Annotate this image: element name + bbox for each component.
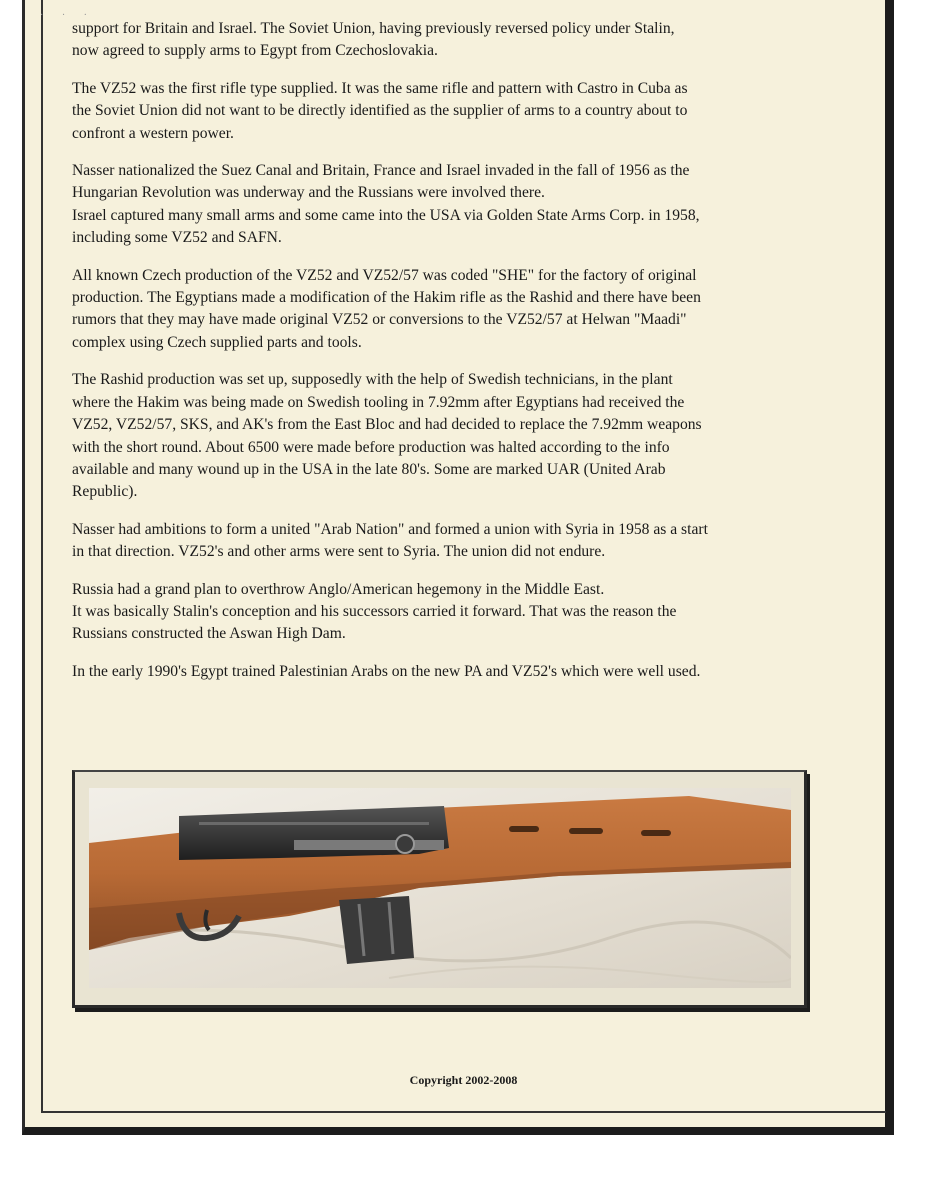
rifle-photo <box>89 788 791 988</box>
forend-slot <box>641 830 671 836</box>
paragraph: The VZ52 was the first rifle type supplied. It was the same rifle and pattern with Castro in Cuba as the Soviet Union did not want to be directly identified as the supplier of arms to a country about to confront a western power. <box>72 79 688 142</box>
forend-slot <box>509 826 539 832</box>
receiver-highlight <box>199 822 429 825</box>
rifle-photo-frame <box>72 770 807 1008</box>
bolt-carrier <box>294 840 444 850</box>
paragraph: All known Czech production of the VZ52 and VZ52/57 was coded "SHE" for the factory of original production. The Egyptians made a modification of the Hakim rifle as the Rashid and there have been rumors that they may have made original VZ52 or conversions to the VZ52/57 at Helwan "Maadi" complex using Czech supplied parts and tools. <box>72 266 701 351</box>
paragraph: support for Britain and Israel. The Soviet Union, having previously reversed policy under Stalin, now agreed to supply arms to Egypt from Czechoslovakia. <box>72 20 675 60</box>
copyright-notice: Copyright 2002-2008 <box>409 1073 518 1087</box>
rifle-magazine <box>339 896 414 964</box>
paragraph: Russia had a grand plan to overthrow Anglo/American hegemony in the Middle East. It was basically Stalin's conception and his successors carried it forward. That was the reason the Russians constructed the Aswan High Dam. <box>72 580 677 643</box>
scan-specks: · · · <box>40 10 95 21</box>
bolt-knob <box>396 835 414 853</box>
article-body <box>72 18 817 698</box>
forend-slot <box>569 828 603 834</box>
left-rule <box>41 0 43 1113</box>
paragraph: Nasser nationalized the Suez Canal and Britain, France and Israel invaded in the fall of 1956 as the Hungarian Revolution was underway and the Russians were involved there. Israel captured many small arms and some came into the USA via Golden State Arms Corp. in 1958, including some VZ52 and SAFN. <box>72 162 700 247</box>
bottom-rule <box>41 1111 886 1113</box>
paragraph: Nasser had ambitions to form a united "Arab Nation" and formed a union with Syria in 1958 as a start in that direction. VZ52's and other arms were sent to Syria. The union did not endure. <box>72 520 708 561</box>
paragraph: In the early 1990's Egypt trained Palestinian Arabs on the new PA and VZ52's which were well used. <box>72 662 701 680</box>
paragraph: The Rashid production was set up, supposedly with the help of Swedish technicians, in the plant where the Hakim was being made on Swedish tooling in 7.92mm after Egyptians had received the VZ52, VZ52/57, SKS, and AK's from the East Bloc and had decided to replace the 7.92mm weapons with the short round. About 6500 were made before production was halted according to the info available and many wound up in the USA in the late 80's. Some are marked UAR (United Arab Republic). <box>72 371 702 501</box>
